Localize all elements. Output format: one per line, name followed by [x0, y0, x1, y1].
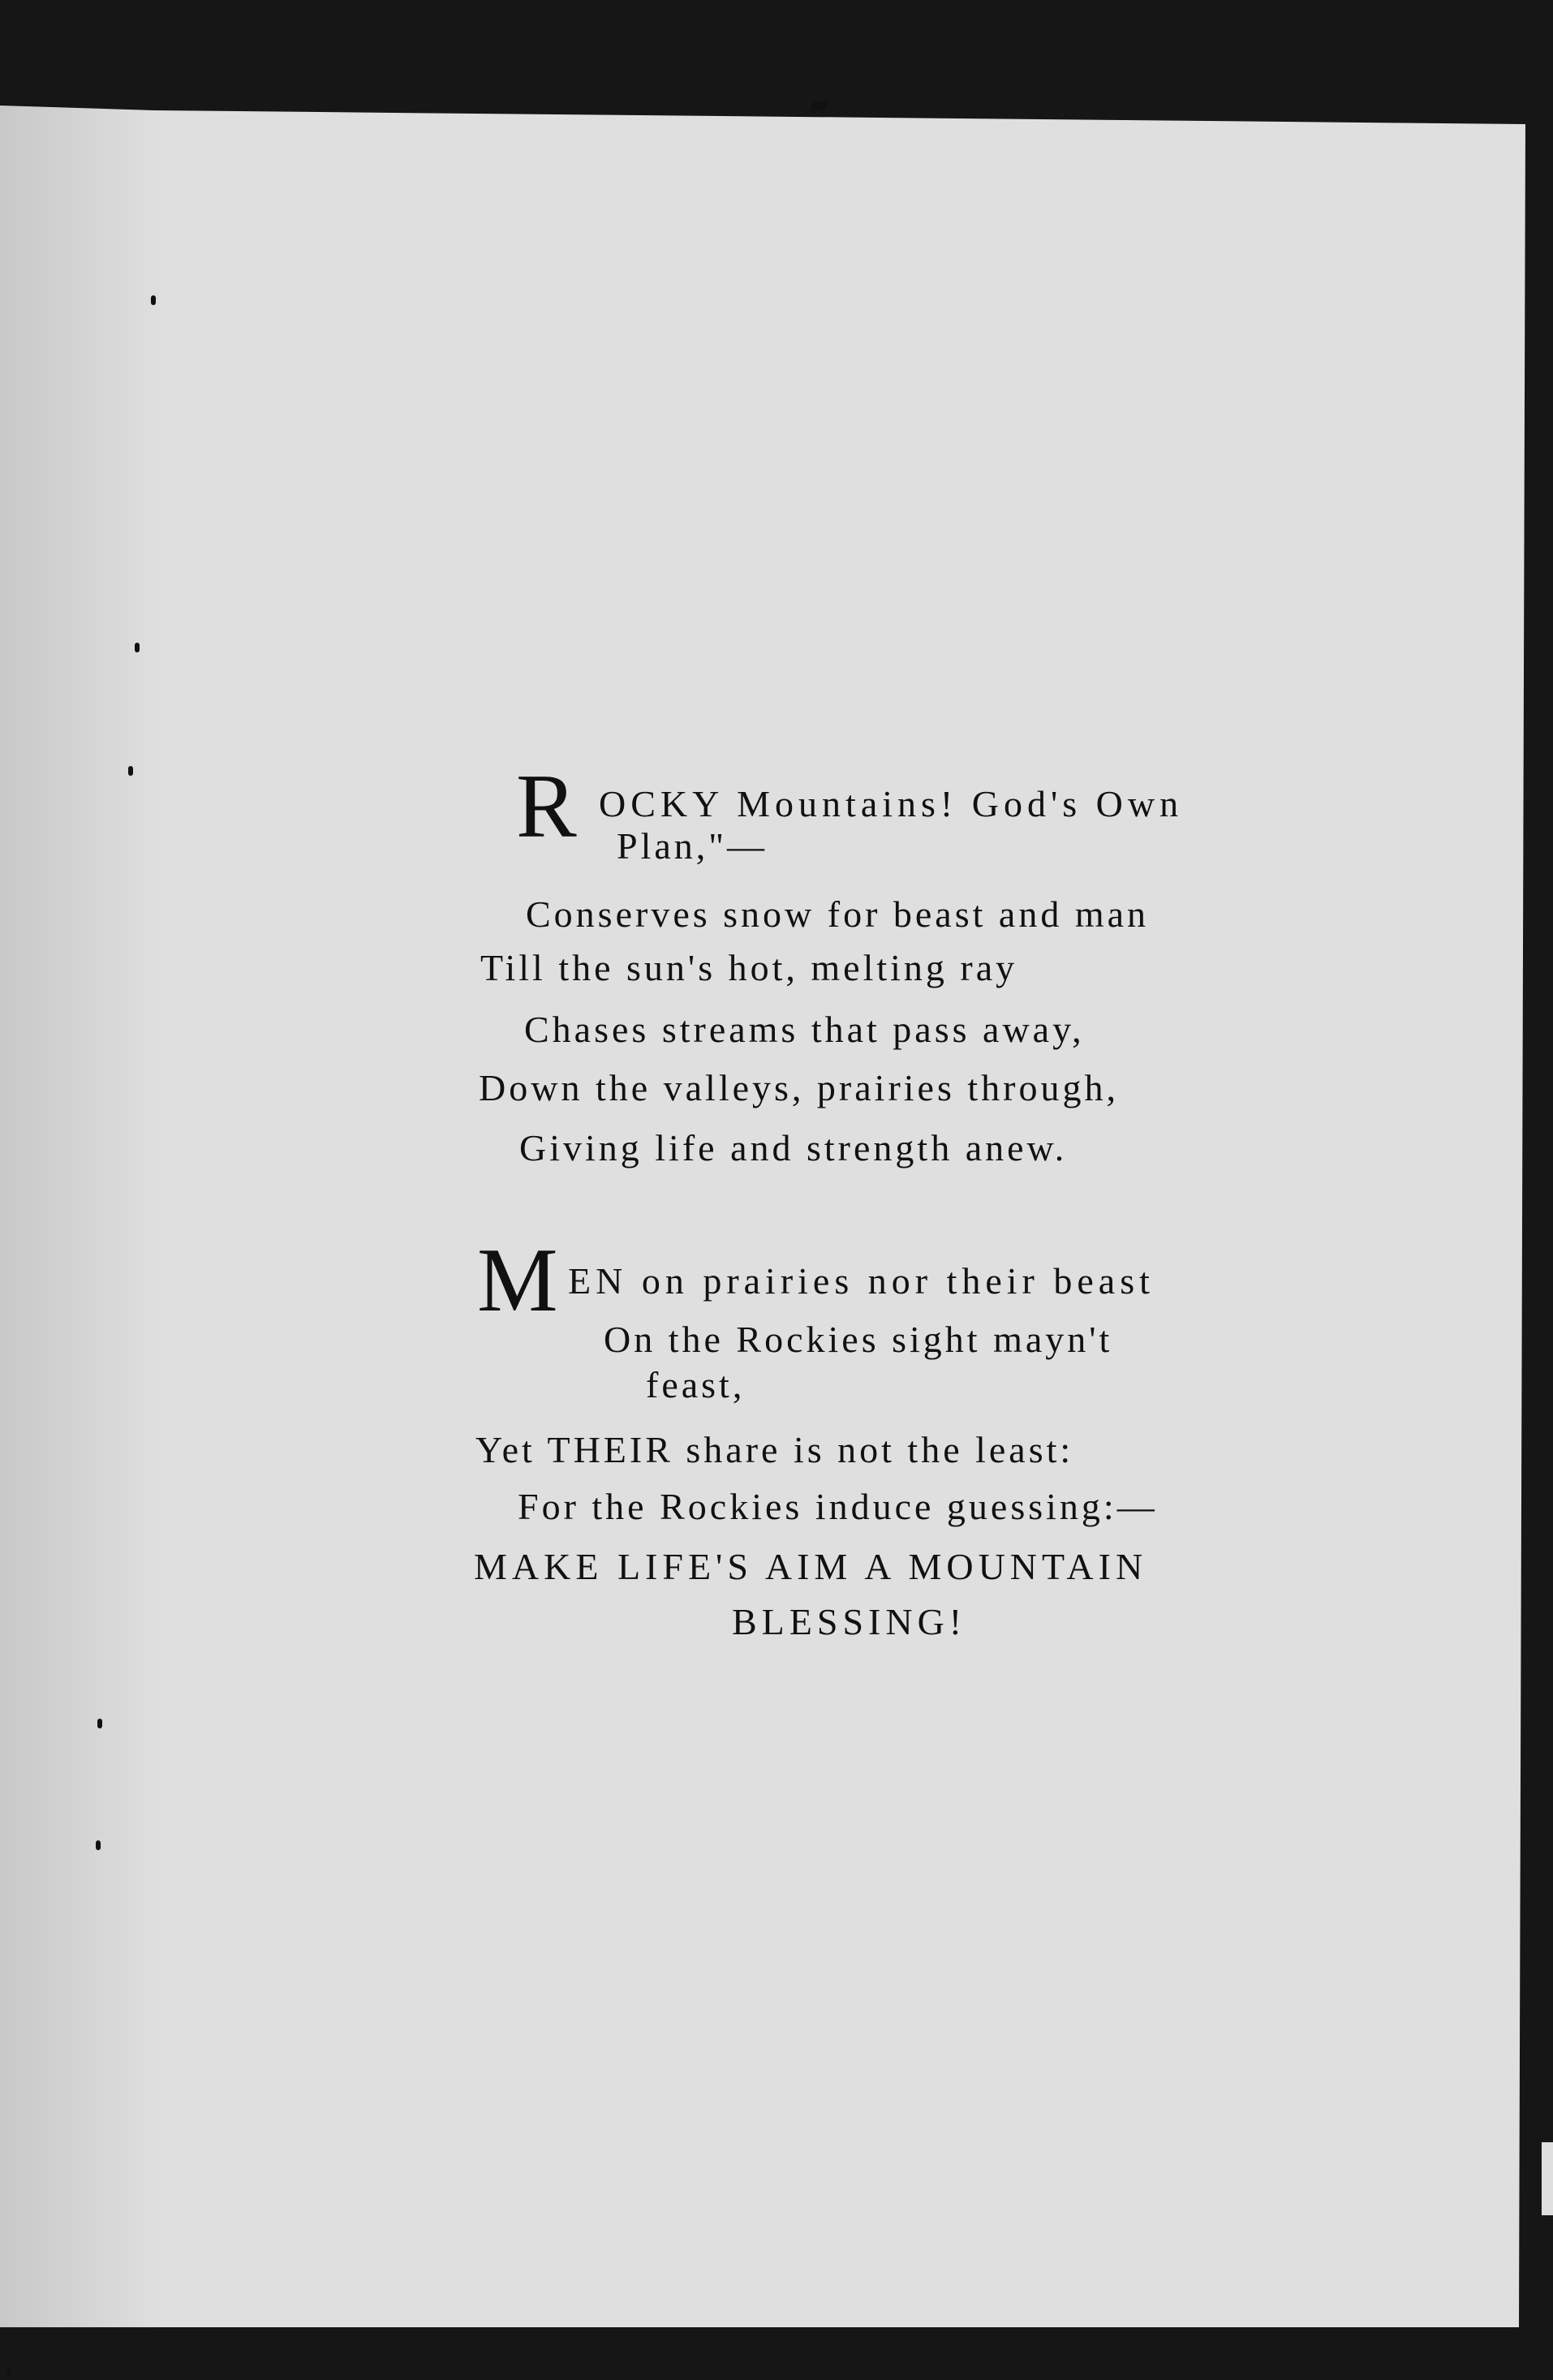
- poem-line: On the Rockies sight mayn't: [604, 1319, 1113, 1360]
- poem-line: Till the sun's hot, melting ray: [480, 947, 1018, 988]
- poem-line: OCKY Mountains! God's Own: [599, 783, 1184, 824]
- poem-line: BLESSING!: [732, 1601, 967, 1642]
- poem-line: Conserves snow for beast and man: [526, 893, 1150, 935]
- poem-line: EN on prairies nor their beast: [568, 1260, 1155, 1302]
- poem-line: Yet THEIR share is not the least:: [475, 1429, 1074, 1470]
- poem-line: Plan,"—: [617, 825, 768, 867]
- poem-line: feast,: [646, 1364, 746, 1405]
- poem-line: Giving life and strength anew.: [519, 1127, 1068, 1168]
- drop-cap-r: R: [516, 756, 577, 857]
- poem-line: Chases streams that pass away,: [524, 1009, 1085, 1050]
- drop-cap-m: M: [477, 1230, 558, 1331]
- poem-line: MAKE LIFE'S AIM A MOUNTAIN: [474, 1546, 1148, 1587]
- poem-line: For the Rockies induce guessing:—: [518, 1486, 1158, 1527]
- poem-line: Down the valleys, prairies through,: [479, 1067, 1119, 1108]
